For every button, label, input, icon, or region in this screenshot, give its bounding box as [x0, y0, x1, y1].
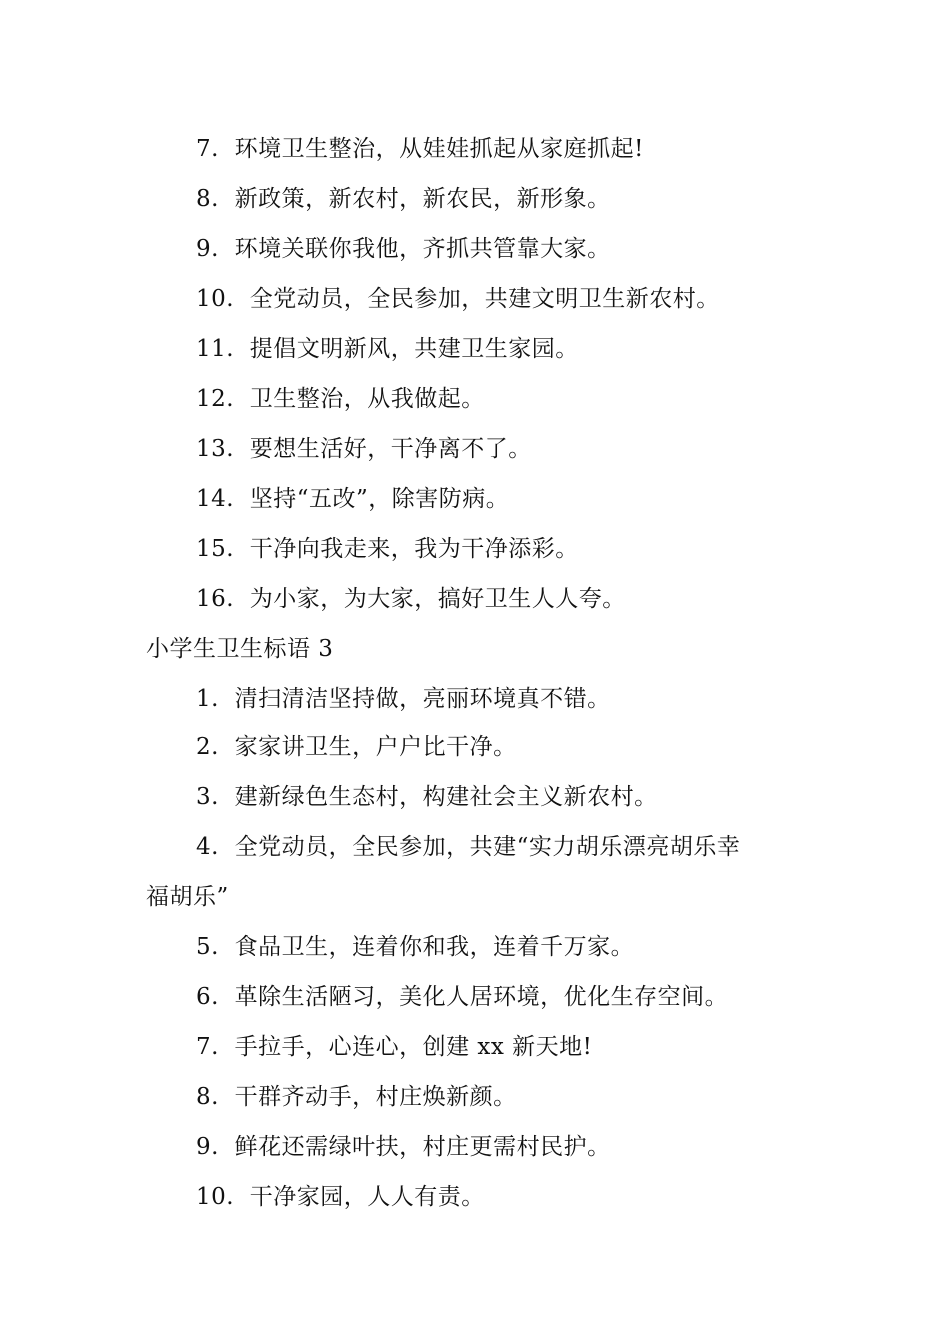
- list-item: 10. 全党动员，全民参加，共建文明卫生新农村。: [196, 286, 720, 312]
- list-item: 6. 革除生活陋习，美化人居环境，优化生存空间。: [196, 984, 729, 1010]
- list-item: 4. 全党动员，全民参加，共建“实力胡乐漂亮胡乐幸: [196, 834, 741, 860]
- list-item: 8. 干群齐动手，村庄焕新颜。: [196, 1084, 517, 1110]
- list-item: 9. 环境关联你我他，齐抓共管靠大家。: [196, 236, 611, 262]
- list-item: 13. 要想生活好，干净离不了。: [196, 436, 532, 462]
- list-item: 8. 新政策，新农村，新农民，新形象。: [196, 186, 611, 212]
- list-item: 14. 坚持“五改”，除害防病。: [196, 486, 510, 512]
- list-item: 10. 干净家园，人人有责。: [196, 1184, 485, 1210]
- section-heading: 小学生卫生标语 3: [146, 636, 334, 662]
- list-item: 12. 卫生整治，从我做起。: [196, 386, 485, 412]
- list-item: 2. 家家讲卫生，户户比干净。: [196, 734, 517, 760]
- list-item: 1. 清扫清洁坚持做，亮丽环境真不错。: [196, 686, 611, 712]
- list-item: 15. 干净向我走来，我为干净添彩。: [196, 536, 579, 562]
- list-item: 7. 手拉手，心连心，创建 xx 新天地!: [196, 1034, 593, 1060]
- list-item: 11. 提倡文明新风，共建卫生家园。: [196, 336, 579, 362]
- list-item: 16. 为小家，为大家，搞好卫生人人夸。: [196, 586, 626, 612]
- list-item: 5. 食品卫生，连着你和我，连着千万家。: [196, 934, 635, 960]
- list-item: 3. 建新绿色生态村，构建社会主义新农村。: [196, 784, 658, 810]
- list-item-continuation: 福胡乐”: [146, 884, 229, 910]
- list-item: 7. 环境卫生整治，从娃娃抓起从家庭抓起!: [196, 136, 644, 162]
- list-item: 9. 鲜花还需绿叶扶，村庄更需村民护。: [196, 1134, 611, 1160]
